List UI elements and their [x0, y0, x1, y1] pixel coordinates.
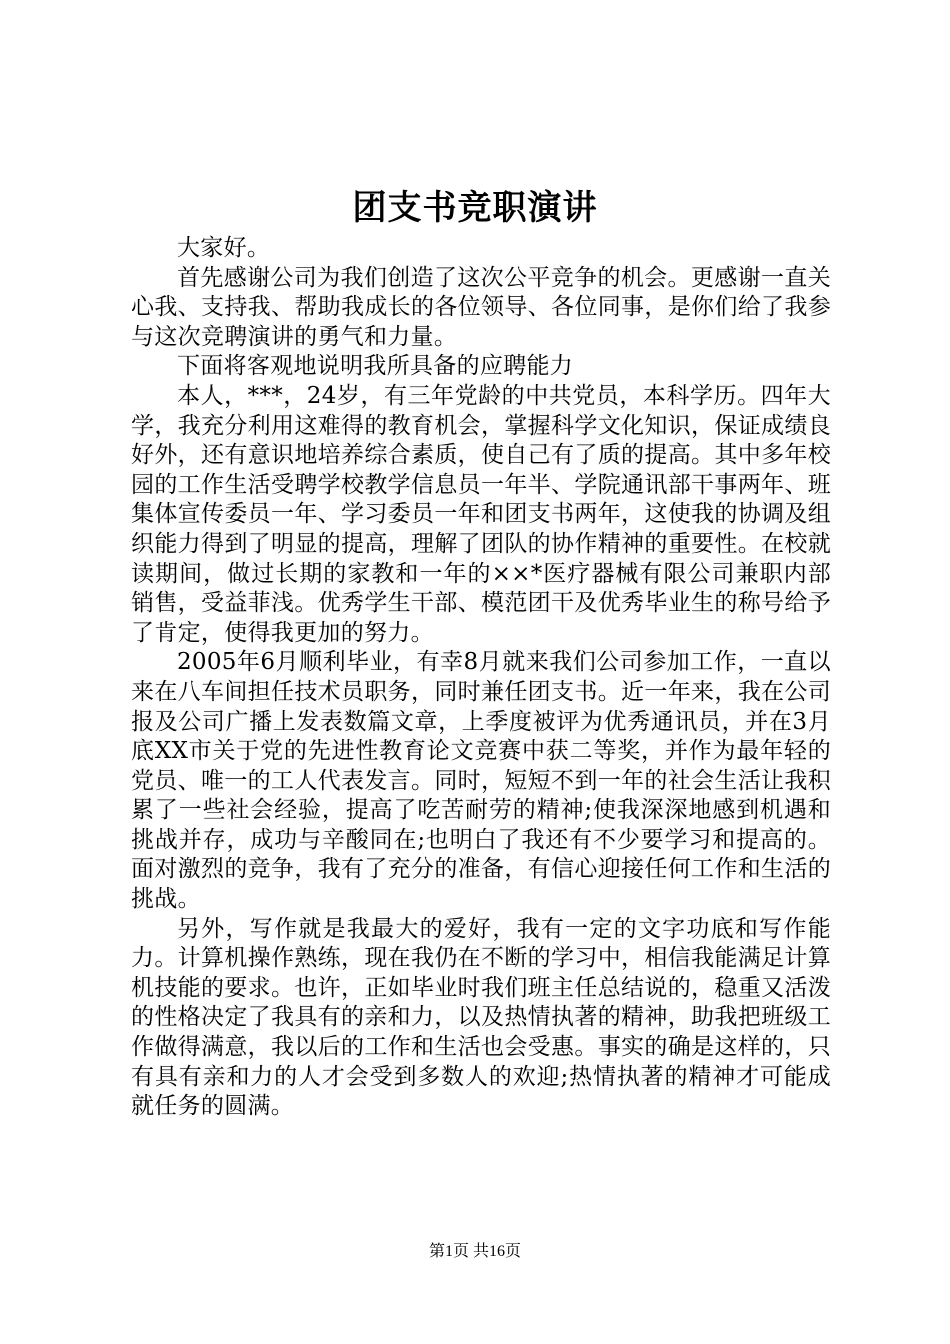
paragraph-work-experience: 2005年6月顺利毕业，有幸8月就来我们公司参加工作，一直以来在八车间担任技术员职务，同时兼任团支书。近一年来，我在公司报及公司广播上发表数篇文章，上季度被评为优秀通讯员，并在3月底XX市关于党的先进性教育论文竞赛中获二等奖，并作为最年轻的党员、唯一的工人代表发言。同时，短短不到一年的社会生活让我积累了一些社会经验，提高了吃苦耐劳的精神;使我深深地感到机遇和挑战并存，成功与辛酸同在;也明白了我还有不少要学习和提高的。面对激烈的竞争，我有了充分的准备，有信心迎接任何工作和生活的挑战。 [131, 649, 831, 913]
document-body [131, 234, 831, 1122]
document-title: 团支书竞职演讲 [352, 188, 598, 228]
paragraph-skills: 另外，写作就是我最大的爱好，我有一定的文字功底和写作能力。计算机操作熟练，现在我仍在不断的学习中，相信我能满足计算机技能的要求。也许，正如毕业时我们班主任总结说的，稳重又活泼的性格决定了我具有的亲和力，以及热情执著的精神，助我把班级工作做得满意，我以后的工作和生活也会受惠。事实的确是这样的，只有具有亲和力的人才会受到多数人的欢迎;热情执著的精神才可能成就任务的圆满。 [131, 915, 831, 1120]
page-number-footer: 第1页 共16页 [428, 1243, 521, 1260]
paragraph-intro: 下面将客观地说明我所具备的应聘能力 [177, 353, 574, 380]
paragraph-greeting: 大家好。 [177, 235, 271, 261]
paragraph-thanks: 首先感谢公司为我们创造了这次公平竞争的机会。更感谢一直关心我、支持我、帮助我成长的各位领导、各位同事，是你们给了我参与这次竞聘演讲的勇气和力量。 [131, 264, 831, 350]
paragraph-background: 本人，***，24岁，有三年党龄的中共党员，本科学历。四年大学，我充分利用这难得的教育机会，掌握科学文化知识，保证成绩良好外，还有意识地培养综合素质，使自己有了质的提高。其中多年校园的工作生活受聘学校教学信息员一年半、学院通讯部干事两年、班集体宣传委员一年、学习委员一年和团支书两年，这使我的协调及组织能力得到了明显的提高，理解了团队的协作精神的重要性。在校就读期间，做过长期的家教和一年的××*医疗器械有限公司兼职内部销售，受益菲浅。优秀学生干部、模范团干及优秀毕业生的称号给予了肯定，使得我更加的努力。 [131, 382, 831, 646]
